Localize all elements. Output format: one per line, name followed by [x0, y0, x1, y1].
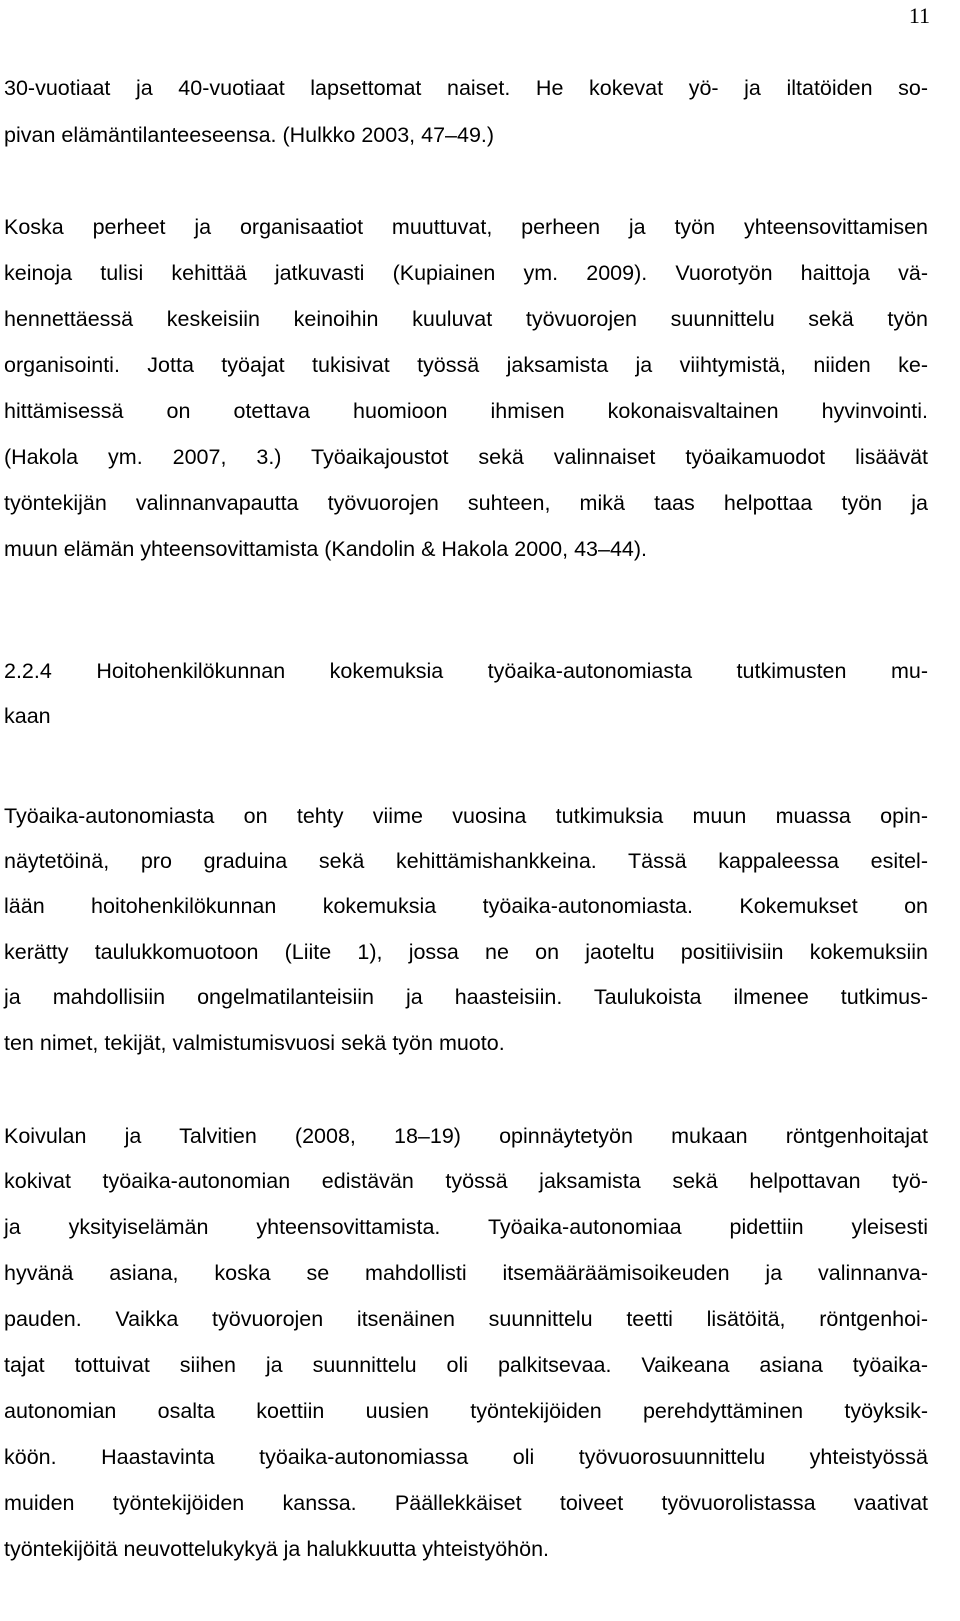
- text-line: Koivulan ja Talvitien (2008, 18–19) opinnäytetyön mukaan röntgenhoitajat: [4, 1124, 928, 1148]
- text-line: pivan elämäntilanteeseensa. (Hulkko 2003, 47–49.): [4, 123, 495, 147]
- text-line: näytetöinä, pro graduina sekä kehittämishankkeina. Tässä kappaleessa esitel-: [4, 849, 928, 873]
- text-line: hyvänä asiana, koska se mahdollisti itsemääräämisoikeuden ja valinnanva-: [4, 1261, 928, 1285]
- text-line: pauden. Vaikka työvuorojen itsenäinen suunnittelu teetti lisätöitä, röntgenhoi-: [4, 1307, 928, 1331]
- text-line: kerätty taulukkomuotoon (Liite 1), jossa ne on jaoteltu positiivisiin kokemuksiin: [4, 940, 928, 964]
- text-line: työntekijöitä neuvottelukykyä ja halukkuutta yhteistyöhön.: [4, 1537, 549, 1561]
- heading-line: kaan: [4, 704, 51, 728]
- text-line: 30-vuotiaat ja 40-vuotiaat lapsettomat naiset. He kokevat yö- ja iltatöiden so-: [4, 76, 928, 100]
- text-line: muiden työntekijöiden kanssa. Päällekkäiset toiveet työvuorolistassa vaativat: [4, 1491, 928, 1515]
- text-line: hittämisessä on otettava huomioon ihmisen kokonaisvaltainen hyvinvointi.: [4, 399, 928, 423]
- text-line: organisointi. Jotta työajat tukisivat työssä jaksamista ja viihtymistä, niiden ke-: [4, 353, 928, 377]
- text-line: autonomian osalta koettiin uusien työntekijöiden perehdyttäminen työyksik-: [4, 1399, 928, 1423]
- text-line: ja yksityiselämän yhteensovittamista. Työaika-autonomiaa pidettiin yleisesti: [4, 1215, 928, 1239]
- text-line: lään hoitohenkilökunnan kokemuksia työaika-autonomiasta. Kokemukset on: [4, 894, 928, 918]
- text-line: ten nimet, tekijät, valmistumisvuosi sekä työn muoto.: [4, 1031, 505, 1055]
- text-line: kokivat työaika-autonomian edistävän työssä jaksamista sekä helpottavan työ-: [4, 1169, 928, 1193]
- text-line: Koska perheet ja organisaatiot muuttuvat, perheen ja työn yhteensovittamisen: [4, 215, 928, 239]
- text-line: muun elämän yhteensovittamista (Kandolin & Hakola 2000, 43–44).: [4, 537, 647, 561]
- text-line: ja mahdollisiin ongelmatilanteisiin ja haasteisiin. Taulukoista ilmenee tutkimus-: [4, 985, 928, 1009]
- text-line: hennettäessä keskeisiin keinoihin kuuluvat työvuorojen suunnittelu sekä työn: [4, 307, 928, 331]
- heading-line: 2.2.4 Hoitohenkilökunnan kokemuksia työaika-autonomiasta tutkimusten mu-: [4, 659, 928, 683]
- text-line: tajat tottuivat siihen ja suunnittelu oli palkitsevaa. Vaikeana asiana työaika-: [4, 1353, 928, 1377]
- page-number: 11: [908, 3, 930, 28]
- text-line: (Hakola ym. 2007, 3.) Työaikajoustot sekä valinnaiset työaikamuodot lisäävät: [4, 445, 928, 469]
- text-line: köön. Haastavinta työaika-autonomiassa oli työvuorosuunnittelu yhteistyössä: [4, 1445, 928, 1469]
- text-line: keinoja tulisi kehittää jatkuvasti (Kupiainen ym. 2009). Vuorotyön haittoja vä-: [4, 261, 928, 285]
- text-line: Työaika-autonomiasta on tehty viime vuosina tutkimuksia muun muassa opin-: [4, 804, 928, 828]
- text-line: työntekijän valinnanvapautta työvuorojen suhteen, mikä taas helpottaa työn ja: [4, 491, 928, 515]
